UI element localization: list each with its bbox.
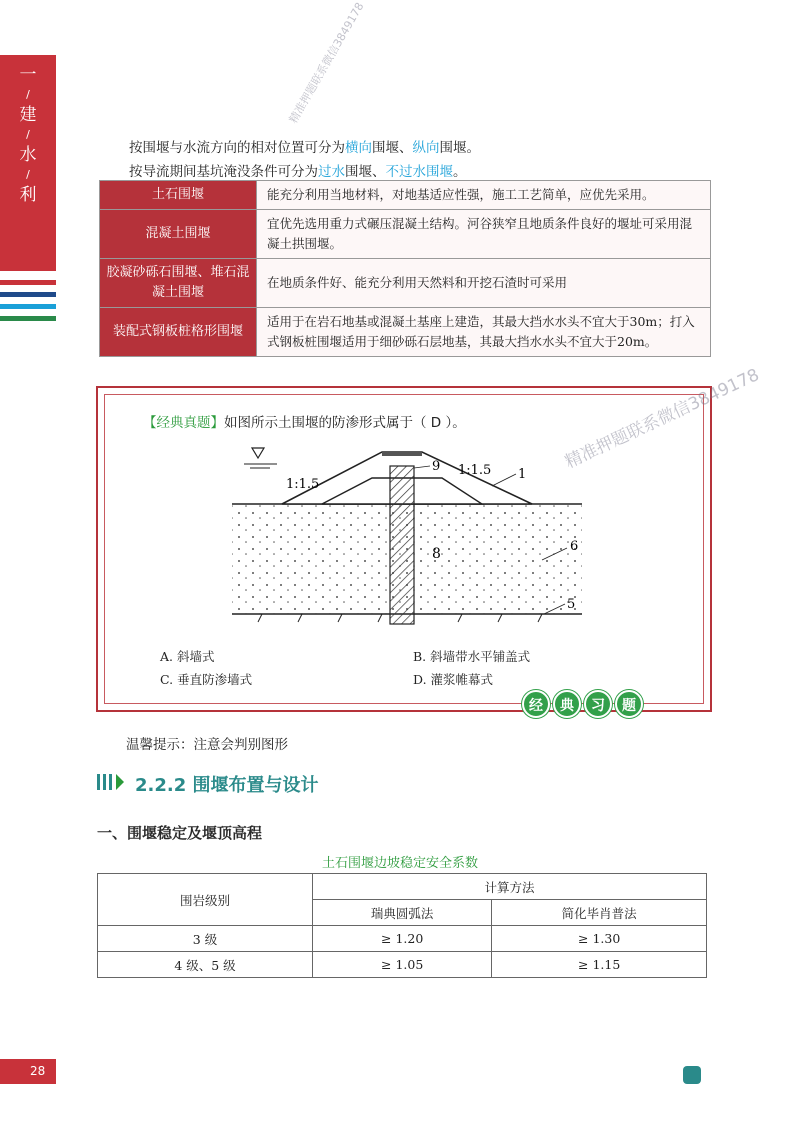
header-method-1: 瑞典圆弧法 bbox=[313, 900, 492, 926]
cofferdam-type: 装配式钢板桩格形围堰 bbox=[100, 308, 257, 357]
table-row bbox=[100, 308, 711, 357]
side-char: 建 bbox=[19, 105, 37, 125]
side-char: 一 bbox=[19, 65, 37, 85]
option-d: D. 灌浆帷幕式 bbox=[413, 672, 494, 687]
subsection-title: 一、围堰稳定及堰顶高程 bbox=[97, 824, 263, 842]
value-cell: ≥ 1.30 bbox=[492, 926, 707, 952]
intro-line-2: 按导流期间基坑淹没条件可分为过水围堰、不过水围堰。 bbox=[129, 164, 467, 180]
option-a: A. 斜墙式 bbox=[160, 649, 215, 664]
question-text: 【经典真题】如图所示土围堰的防渗形式属于（ D ）。 bbox=[143, 415, 466, 431]
value-cell: ≥ 1.15 bbox=[492, 952, 707, 978]
label-8: 8 bbox=[432, 546, 441, 562]
badge-char: 典 bbox=[553, 690, 581, 718]
watermark-right: 精准押题联系微信3849178 bbox=[562, 365, 763, 473]
corner-logo-icon bbox=[683, 1066, 701, 1084]
header-method-2: 简化毕肖普法 bbox=[492, 900, 707, 926]
stability-table bbox=[97, 873, 707, 978]
dam-crest bbox=[382, 452, 422, 456]
label-6: 6 bbox=[570, 539, 579, 554]
side-stripe bbox=[0, 292, 56, 297]
cofferdam-type-table bbox=[99, 180, 711, 357]
label-1: 1 bbox=[518, 467, 527, 482]
cofferdam-type: 土石围堰 bbox=[100, 181, 257, 210]
option-c: C. 垂直防渗墙式 bbox=[160, 672, 253, 687]
table-row bbox=[98, 926, 707, 952]
table-row bbox=[100, 181, 711, 210]
grade-cell: 3 级 bbox=[98, 926, 313, 952]
cofferdam-desc: 能充分利用当地材料，对地基适应性强，施工工艺简单，应优先采用。 bbox=[257, 181, 711, 210]
cofferdam-type: 混凝土围堰 bbox=[100, 210, 257, 259]
cofferdam-type: 胶凝砂砾石围堰、堆石混凝土围堰 bbox=[100, 259, 257, 308]
cofferdam-diagram bbox=[222, 438, 602, 633]
cutoff-wall bbox=[390, 466, 414, 624]
tip-text: 温馨提示：注意会判别图形 bbox=[126, 737, 288, 753]
value-cell: ≥ 1.20 bbox=[313, 926, 492, 952]
table-row bbox=[98, 952, 707, 978]
side-stripe bbox=[0, 316, 56, 321]
slope-label-right: 1:1.5 bbox=[458, 463, 492, 478]
side-stripe bbox=[0, 280, 56, 285]
option-b: B. 斜墙带水平铺盖式 bbox=[413, 649, 531, 664]
value-cell: ≥ 1.05 bbox=[313, 952, 492, 978]
intro-line-1: 按围堰与水流方向的相对位置可分为横向围堰、纵向围堰。 bbox=[129, 140, 480, 156]
badge-char: 经 bbox=[522, 690, 550, 718]
cofferdam-desc: 在地质条件好、能充分利用天然料和开挖石渣时可采用 bbox=[257, 259, 711, 308]
badge-char: 题 bbox=[615, 690, 643, 718]
table-row bbox=[100, 210, 711, 259]
page-number: 28 bbox=[0, 1059, 56, 1084]
header-grade: 围岩级别 bbox=[98, 874, 313, 926]
side-stripe bbox=[0, 304, 56, 309]
classic-exercise-badges bbox=[522, 690, 643, 718]
watermark-top: 精准押题联系微信3849178 bbox=[286, 0, 367, 126]
cofferdam-desc: 宜优先选用重力式碾压混凝土结构。河谷狭窄且地质条件良好的堰址可采用混凝土拱围堰。 bbox=[257, 210, 711, 259]
table-header-row bbox=[98, 874, 707, 900]
label-9: 9 bbox=[432, 459, 441, 474]
side-char: 利 bbox=[19, 185, 37, 205]
grade-cell: 4 级、5 级 bbox=[98, 952, 313, 978]
cofferdam-desc: 适用于在岩石地基或混凝土基座上建造，其最大挡水水头不宜大于30m；打入式钢板桩围堰适用于细砂砾石层地基，其最大挡水水头不宜大于20m。 bbox=[257, 308, 711, 357]
chapter-side-label: 一 / 建 / 水 / 利 bbox=[0, 62, 56, 208]
header-method: 计算方法 bbox=[313, 874, 707, 900]
label-5: 5 bbox=[567, 597, 576, 612]
question-tag: 【经典真题】 bbox=[143, 415, 224, 431]
stability-table-title: 土石围堰边坡稳定安全系数 bbox=[321, 856, 478, 871]
section-title: 2.2.2 围堰布置与设计 bbox=[135, 775, 319, 796]
side-char: 水 bbox=[19, 145, 37, 165]
section-bars-icon bbox=[97, 773, 131, 791]
table-row bbox=[100, 259, 711, 308]
slope-label-left: 1:1.5 bbox=[286, 477, 320, 492]
water-level-symbol bbox=[244, 448, 277, 468]
badge-char: 习 bbox=[584, 690, 612, 718]
